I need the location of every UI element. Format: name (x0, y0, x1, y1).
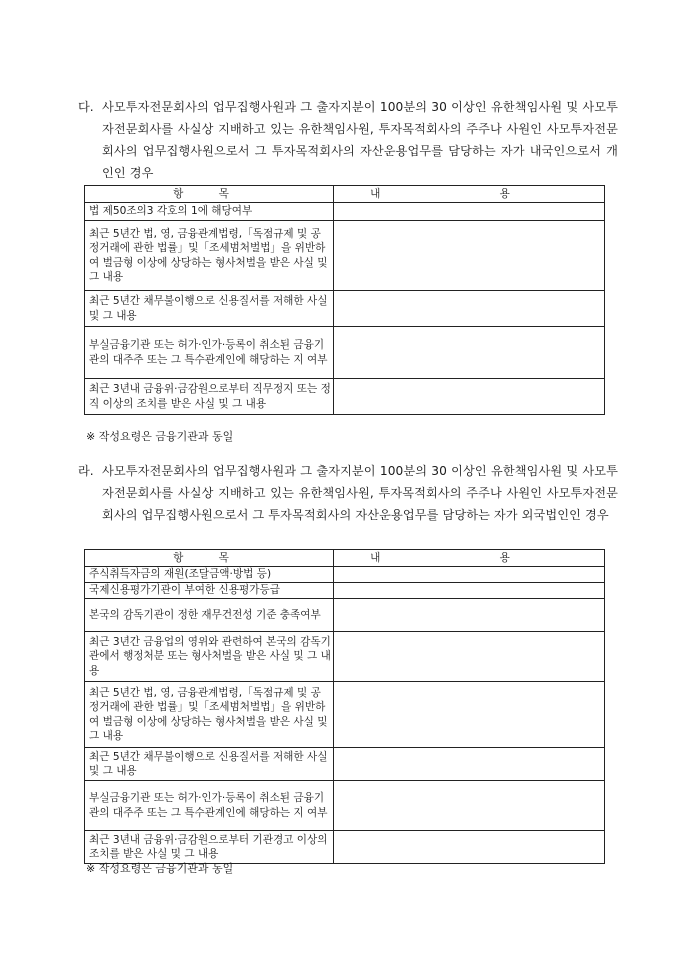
table-row (85, 682, 605, 748)
section-da-heading (78, 96, 618, 184)
row-content-cell[interactable] (334, 567, 605, 583)
row-content-cell[interactable] (334, 831, 605, 864)
table-row (85, 203, 605, 221)
row-content-cell[interactable] (334, 379, 605, 415)
section-da-heading-text: 사모투자전문회사의 업무집행사원과 그 출자지분이 100분의 30 이상인 유한책임사원 및 사모투자전문회사를 사실상 지배하고 있는 유한책임사원, 투자목적회사의 주주나 사원인 사모투자전문회사의 업무집행사원으로서 그 투자목적회사의 자산운용업무를 담당하는 자가 내국인으로서 개인인 경우 (102, 100, 618, 180)
row-content-cell[interactable] (334, 682, 605, 748)
table-header-row (85, 186, 605, 203)
table-row (85, 748, 605, 781)
row-item-label: 법 제50조의3 각호의 1에 해당여부 (85, 203, 334, 221)
row-item-label: 부실금융기관 또는 허가·인가·등록이 취소된 금융기관의 대주주 또는 그 특수관계인에 해당하는 지 여부 (85, 327, 334, 379)
section-ra-note: ※ 작성요령은 금융기관과 동일 (86, 862, 234, 875)
row-content-cell[interactable] (334, 748, 605, 781)
table-row (85, 781, 605, 831)
column-header-content: 내 용 (334, 550, 605, 567)
row-item-label: 최근 5년간 채무불이행으로 신용질서를 저해한 사실 및 그 내용 (85, 291, 334, 327)
row-content-cell[interactable] (334, 291, 605, 327)
row-item-label: 최근 5년간 법, 영, 금융관계법령,「독점규제 및 공정거래에 관한 법률」및「조세범처벌법」을 위반하여 벌금형 이상에 상당하는 형사처벌을 받은 사실 및 그 내용 (85, 682, 334, 748)
section-ra-heading (78, 460, 618, 526)
column-header-content: 내 용 (334, 186, 605, 203)
row-content-cell[interactable] (334, 599, 605, 632)
row-content-cell[interactable] (334, 632, 605, 682)
row-item-label: 부실금융기관 또는 허가·인가·등록이 취소된 금융기관의 대주주 또는 그 특수관계인에 해당하는 지 여부 (85, 781, 334, 831)
section-ra-marker: 라. (78, 464, 94, 478)
section-ra-heading-text: 사모투자전문회사의 업무집행사원과 그 출자지분이 100분의 30 이상인 유한책임사원 및 사모투자전문회사를 사실상 지배하고 있는 유한책임사원, 투자목적회사의 주주나 사원인 사모투자전문회사의 업무집행사원으로서 그 투자목적회사의 자산운용업무를 담당하는 자가 외국법인인 경우 (102, 464, 618, 522)
table-header-row (85, 550, 605, 567)
row-item-label: 최근 5년간 법, 영, 금융관계법령,「독점규제 및 공정거래에 관한 법률」및「조세범처벌법」을 위반하여 벌금형 이상에 상당하는 형사처벌을 받은 사실 및 그 내용 (85, 221, 334, 291)
table-row (85, 567, 605, 583)
table-row (85, 379, 605, 415)
table-row (85, 831, 605, 864)
table-row (85, 291, 605, 327)
row-item-label: 최근 5년간 채무불이행으로 신용질서를 저해한 사실 및 그 내용 (85, 748, 334, 781)
row-content-cell[interactable] (334, 203, 605, 221)
section-da-table (84, 185, 605, 415)
table-row (85, 632, 605, 682)
row-content-cell[interactable] (334, 221, 605, 291)
row-content-cell[interactable] (334, 583, 605, 599)
row-content-cell[interactable] (334, 781, 605, 831)
table-row (85, 327, 605, 379)
section-da-marker: 다. (78, 100, 94, 114)
row-item-label: 주식취득자금의 재원(조달금액·방법 등) (85, 567, 334, 583)
section-da-note: ※ 작성요령은 금융기관과 동일 (86, 430, 234, 443)
table-row (85, 221, 605, 291)
table-row (85, 583, 605, 599)
row-item-label: 최근 3년내 금융위·금감원으로부터 기관경고 이상의 조치를 받은 사실 및 그 내용 (85, 831, 334, 864)
row-item-label: 최근 3년간 금융업의 영위와 관련하여 본국의 감독기관에서 행정처분 또는 형사처벌을 받은 사실 및 그 내용 (85, 632, 334, 682)
row-content-cell[interactable] (334, 327, 605, 379)
column-header-item: 항 목 (85, 186, 334, 203)
table-row (85, 599, 605, 632)
row-item-label: 본국의 감독기관이 정한 재무건전성 기준 충족여부 (85, 599, 334, 632)
row-item-label: 최근 3년내 금융위·금감원으로부터 직무정지 또는 정직 이상의 조치를 받은 사실 및 그 내용 (85, 379, 334, 415)
row-item-label: 국제신용평가기관이 부여한 신용평가등급 (85, 583, 334, 599)
column-header-item: 항 목 (85, 550, 334, 567)
section-ra-table (84, 549, 605, 864)
